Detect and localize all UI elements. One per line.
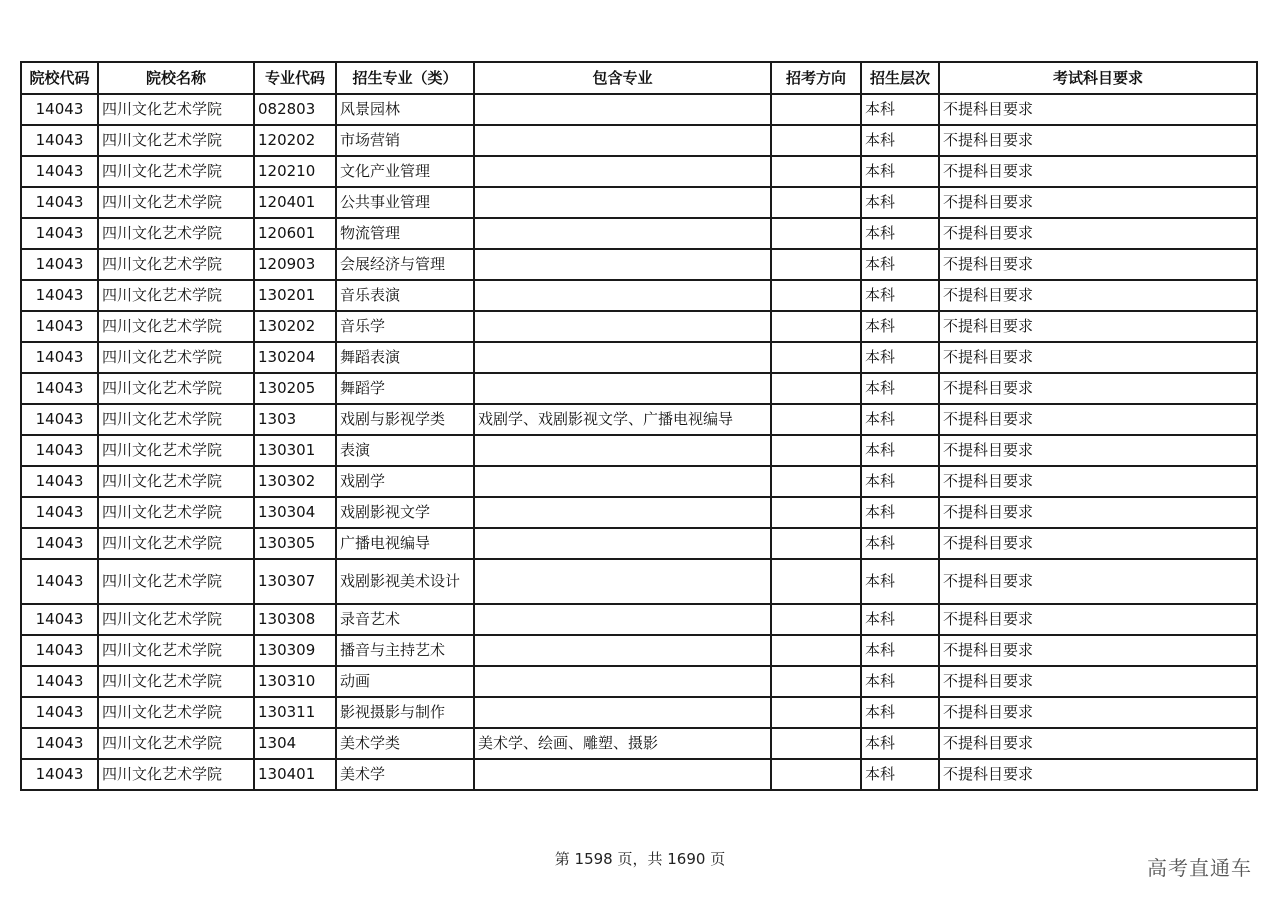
table-row (21, 697, 1257, 728)
table-row (21, 373, 1257, 404)
major-code-cell: 120401 (254, 187, 336, 218)
table-row (21, 94, 1257, 125)
subject-requirement-cell: 不提科目要求 (939, 94, 1257, 125)
level-cell: 本科 (861, 187, 939, 218)
major-cell: 戏剧影视美术设计 (336, 559, 474, 604)
school-name-cell: 四川文化艺术学院 (98, 759, 254, 790)
included-majors-cell: 美术学、绘画、雕塑、摄影 (474, 728, 771, 759)
included-majors-cell (474, 559, 771, 604)
school-name-cell: 四川文化艺术学院 (98, 559, 254, 604)
direction-cell (771, 280, 861, 311)
subject-requirement-cell: 不提科目要求 (939, 466, 1257, 497)
table-row (21, 666, 1257, 697)
table-row (21, 311, 1257, 342)
school-code-cell: 14043 (21, 497, 98, 528)
major-code-cell: 130308 (254, 604, 336, 635)
school-name-cell: 四川文化艺术学院 (98, 435, 254, 466)
table-row (21, 466, 1257, 497)
major-code-cell: 120903 (254, 249, 336, 280)
direction-cell (771, 466, 861, 497)
direction-cell (771, 342, 861, 373)
school-name-cell: 四川文化艺术学院 (98, 342, 254, 373)
major-code-cell: 130401 (254, 759, 336, 790)
included-majors-cell (474, 125, 771, 156)
direction-cell (771, 528, 861, 559)
subject-requirement-cell: 不提科目要求 (939, 497, 1257, 528)
direction-cell (771, 697, 861, 728)
school-code-cell: 14043 (21, 604, 98, 635)
subject-requirement-cell: 不提科目要求 (939, 187, 1257, 218)
school-code-cell: 14043 (21, 528, 98, 559)
header-major-code: 专业代码 (254, 62, 336, 94)
header-major: 招生专业（类） (336, 62, 474, 94)
school-code-cell: 14043 (21, 404, 98, 435)
page-number: 第 1598 页，共 1690 页 (554, 850, 726, 868)
school-name-cell: 四川文化艺术学院 (98, 635, 254, 666)
school-name-cell: 四川文化艺术学院 (98, 249, 254, 280)
subject-requirement-cell: 不提科目要求 (939, 697, 1257, 728)
major-code-cell: 120202 (254, 125, 336, 156)
major-code-cell: 130309 (254, 635, 336, 666)
school-code-cell: 14043 (21, 435, 98, 466)
major-cell: 戏剧影视文学 (336, 497, 474, 528)
included-majors-cell (474, 604, 771, 635)
direction-cell (771, 187, 861, 218)
school-name-cell: 四川文化艺术学院 (98, 528, 254, 559)
subject-requirement-cell: 不提科目要求 (939, 435, 1257, 466)
table-row (21, 635, 1257, 666)
subject-requirement-cell: 不提科目要求 (939, 759, 1257, 790)
level-cell: 本科 (861, 466, 939, 497)
major-cell: 录音艺术 (336, 604, 474, 635)
school-name-cell: 四川文化艺术学院 (98, 280, 254, 311)
subject-requirement-cell: 不提科目要求 (939, 280, 1257, 311)
included-majors-cell (474, 156, 771, 187)
subject-requirement-cell: 不提科目要求 (939, 559, 1257, 604)
included-majors-cell (474, 218, 771, 249)
level-cell: 本科 (861, 404, 939, 435)
table-header-row (21, 62, 1257, 94)
table-row (21, 759, 1257, 790)
included-majors-cell: 戏剧学、戏剧影视文学、广播电视编导 (474, 404, 771, 435)
subject-requirement-cell: 不提科目要求 (939, 311, 1257, 342)
major-code-cell: 130305 (254, 528, 336, 559)
school-name-cell: 四川文化艺术学院 (98, 311, 254, 342)
table-row (21, 528, 1257, 559)
direction-cell (771, 404, 861, 435)
major-code-cell: 1303 (254, 404, 336, 435)
included-majors-cell (474, 94, 771, 125)
admission-table (20, 61, 1258, 791)
included-majors-cell (474, 373, 771, 404)
major-code-cell: 130310 (254, 666, 336, 697)
major-code-cell: 1304 (254, 728, 336, 759)
major-code-cell: 130204 (254, 342, 336, 373)
direction-cell (771, 156, 861, 187)
direction-cell (771, 435, 861, 466)
level-cell: 本科 (861, 342, 939, 373)
direction-cell (771, 249, 861, 280)
level-cell: 本科 (861, 280, 939, 311)
table-row (21, 125, 1257, 156)
table-row (21, 604, 1257, 635)
included-majors-cell (474, 280, 771, 311)
school-code-cell: 14043 (21, 373, 98, 404)
table-row (21, 435, 1257, 466)
major-cell: 会展经济与管理 (336, 249, 474, 280)
school-code-cell: 14043 (21, 728, 98, 759)
subject-requirement-cell: 不提科目要求 (939, 604, 1257, 635)
level-cell: 本科 (861, 156, 939, 187)
major-cell: 戏剧学 (336, 466, 474, 497)
school-name-cell: 四川文化艺术学院 (98, 466, 254, 497)
major-code-cell: 130201 (254, 280, 336, 311)
major-code-cell: 130301 (254, 435, 336, 466)
subject-requirement-cell: 不提科目要求 (939, 404, 1257, 435)
direction-cell (771, 373, 861, 404)
header-school-name: 院校名称 (98, 62, 254, 94)
school-name-cell: 四川文化艺术学院 (98, 404, 254, 435)
included-majors-cell (474, 435, 771, 466)
school-name-cell: 四川文化艺术学院 (98, 604, 254, 635)
school-name-cell: 四川文化艺术学院 (98, 666, 254, 697)
major-cell: 舞蹈学 (336, 373, 474, 404)
major-code-cell: 120210 (254, 156, 336, 187)
direction-cell (771, 666, 861, 697)
major-cell: 播音与主持艺术 (336, 635, 474, 666)
header-included-majors: 包含专业 (474, 62, 771, 94)
table-row (21, 404, 1257, 435)
direction-cell (771, 125, 861, 156)
included-majors-cell (474, 528, 771, 559)
header-school-code: 院校代码 (21, 62, 98, 94)
header-direction: 招考方向 (771, 62, 861, 94)
level-cell: 本科 (861, 125, 939, 156)
subject-requirement-cell: 不提科目要求 (939, 666, 1257, 697)
major-cell: 音乐表演 (336, 280, 474, 311)
school-name-cell: 四川文化艺术学院 (98, 373, 254, 404)
level-cell: 本科 (861, 635, 939, 666)
major-cell: 影视摄影与制作 (336, 697, 474, 728)
subject-requirement-cell: 不提科目要求 (939, 156, 1257, 187)
school-code-cell: 14043 (21, 94, 98, 125)
school-code-cell: 14043 (21, 218, 98, 249)
table-row (21, 497, 1257, 528)
level-cell: 本科 (861, 435, 939, 466)
table-row (21, 249, 1257, 280)
school-code-cell: 14043 (21, 125, 98, 156)
table-body (21, 94, 1257, 790)
school-code-cell: 14043 (21, 666, 98, 697)
school-code-cell: 14043 (21, 311, 98, 342)
major-code-cell: 130205 (254, 373, 336, 404)
included-majors-cell (474, 249, 771, 280)
direction-cell (771, 759, 861, 790)
included-majors-cell (474, 635, 771, 666)
major-cell: 音乐学 (336, 311, 474, 342)
major-cell: 风景园林 (336, 94, 474, 125)
school-code-cell: 14043 (21, 697, 98, 728)
level-cell: 本科 (861, 218, 939, 249)
major-cell: 公共事业管理 (336, 187, 474, 218)
major-cell: 市场营销 (336, 125, 474, 156)
table-row (21, 218, 1257, 249)
school-name-cell: 四川文化艺术学院 (98, 94, 254, 125)
included-majors-cell (474, 759, 771, 790)
subject-requirement-cell: 不提科目要求 (939, 528, 1257, 559)
subject-requirement-cell: 不提科目要求 (939, 373, 1257, 404)
table-row (21, 280, 1257, 311)
level-cell: 本科 (861, 311, 939, 342)
school-name-cell: 四川文化艺术学院 (98, 728, 254, 759)
table-row (21, 156, 1257, 187)
level-cell: 本科 (861, 528, 939, 559)
included-majors-cell (474, 697, 771, 728)
level-cell: 本科 (861, 759, 939, 790)
included-majors-cell (474, 666, 771, 697)
school-code-cell: 14043 (21, 559, 98, 604)
header-level: 招生层次 (861, 62, 939, 94)
level-cell: 本科 (861, 559, 939, 604)
table-row (21, 728, 1257, 759)
school-code-cell: 14043 (21, 635, 98, 666)
table-row (21, 559, 1257, 604)
major-cell: 表演 (336, 435, 474, 466)
major-cell: 美术学 (336, 759, 474, 790)
level-cell: 本科 (861, 94, 939, 125)
school-name-cell: 四川文化艺术学院 (98, 187, 254, 218)
level-cell: 本科 (861, 697, 939, 728)
major-cell: 文化产业管理 (336, 156, 474, 187)
direction-cell (771, 218, 861, 249)
included-majors-cell (474, 497, 771, 528)
major-code-cell: 130307 (254, 559, 336, 604)
school-code-cell: 14043 (21, 249, 98, 280)
direction-cell (771, 635, 861, 666)
subject-requirement-cell: 不提科目要求 (939, 218, 1257, 249)
direction-cell (771, 497, 861, 528)
major-code-cell: 130304 (254, 497, 336, 528)
school-name-cell: 四川文化艺术学院 (98, 218, 254, 249)
level-cell: 本科 (861, 249, 939, 280)
school-name-cell: 四川文化艺术学院 (98, 497, 254, 528)
direction-cell (771, 94, 861, 125)
subject-requirement-cell: 不提科目要求 (939, 249, 1257, 280)
major-code-cell: 082803 (254, 94, 336, 125)
table-row (21, 187, 1257, 218)
major-cell: 美术学类 (336, 728, 474, 759)
major-cell: 舞蹈表演 (336, 342, 474, 373)
major-cell: 物流管理 (336, 218, 474, 249)
direction-cell (771, 311, 861, 342)
header-subject-requirement: 考试科目要求 (939, 62, 1257, 94)
school-code-cell: 14043 (21, 342, 98, 373)
level-cell: 本科 (861, 666, 939, 697)
major-cell: 戏剧与影视学类 (336, 404, 474, 435)
subject-requirement-cell: 不提科目要求 (939, 342, 1257, 373)
school-name-cell: 四川文化艺术学院 (98, 697, 254, 728)
major-code-cell: 120601 (254, 218, 336, 249)
level-cell: 本科 (861, 728, 939, 759)
level-cell: 本科 (861, 604, 939, 635)
school-code-cell: 14043 (21, 156, 98, 187)
direction-cell (771, 604, 861, 635)
subject-requirement-cell: 不提科目要求 (939, 125, 1257, 156)
direction-cell (771, 728, 861, 759)
school-name-cell: 四川文化艺术学院 (98, 156, 254, 187)
table-row (21, 342, 1257, 373)
major-cell: 广播电视编导 (336, 528, 474, 559)
direction-cell (771, 559, 861, 604)
school-code-cell: 14043 (21, 187, 98, 218)
level-cell: 本科 (861, 497, 939, 528)
major-code-cell: 130302 (254, 466, 336, 497)
major-code-cell: 130311 (254, 697, 336, 728)
major-cell: 动画 (336, 666, 474, 697)
subject-requirement-cell: 不提科目要求 (939, 635, 1257, 666)
school-code-cell: 14043 (21, 759, 98, 790)
watermark-text: 高考直通车 (1147, 856, 1252, 880)
school-code-cell: 14043 (21, 280, 98, 311)
school-code-cell: 14043 (21, 466, 98, 497)
included-majors-cell (474, 342, 771, 373)
included-majors-cell (474, 311, 771, 342)
school-name-cell: 四川文化艺术学院 (98, 125, 254, 156)
major-code-cell: 130202 (254, 311, 336, 342)
included-majors-cell (474, 466, 771, 497)
level-cell: 本科 (861, 373, 939, 404)
included-majors-cell (474, 187, 771, 218)
subject-requirement-cell: 不提科目要求 (939, 728, 1257, 759)
